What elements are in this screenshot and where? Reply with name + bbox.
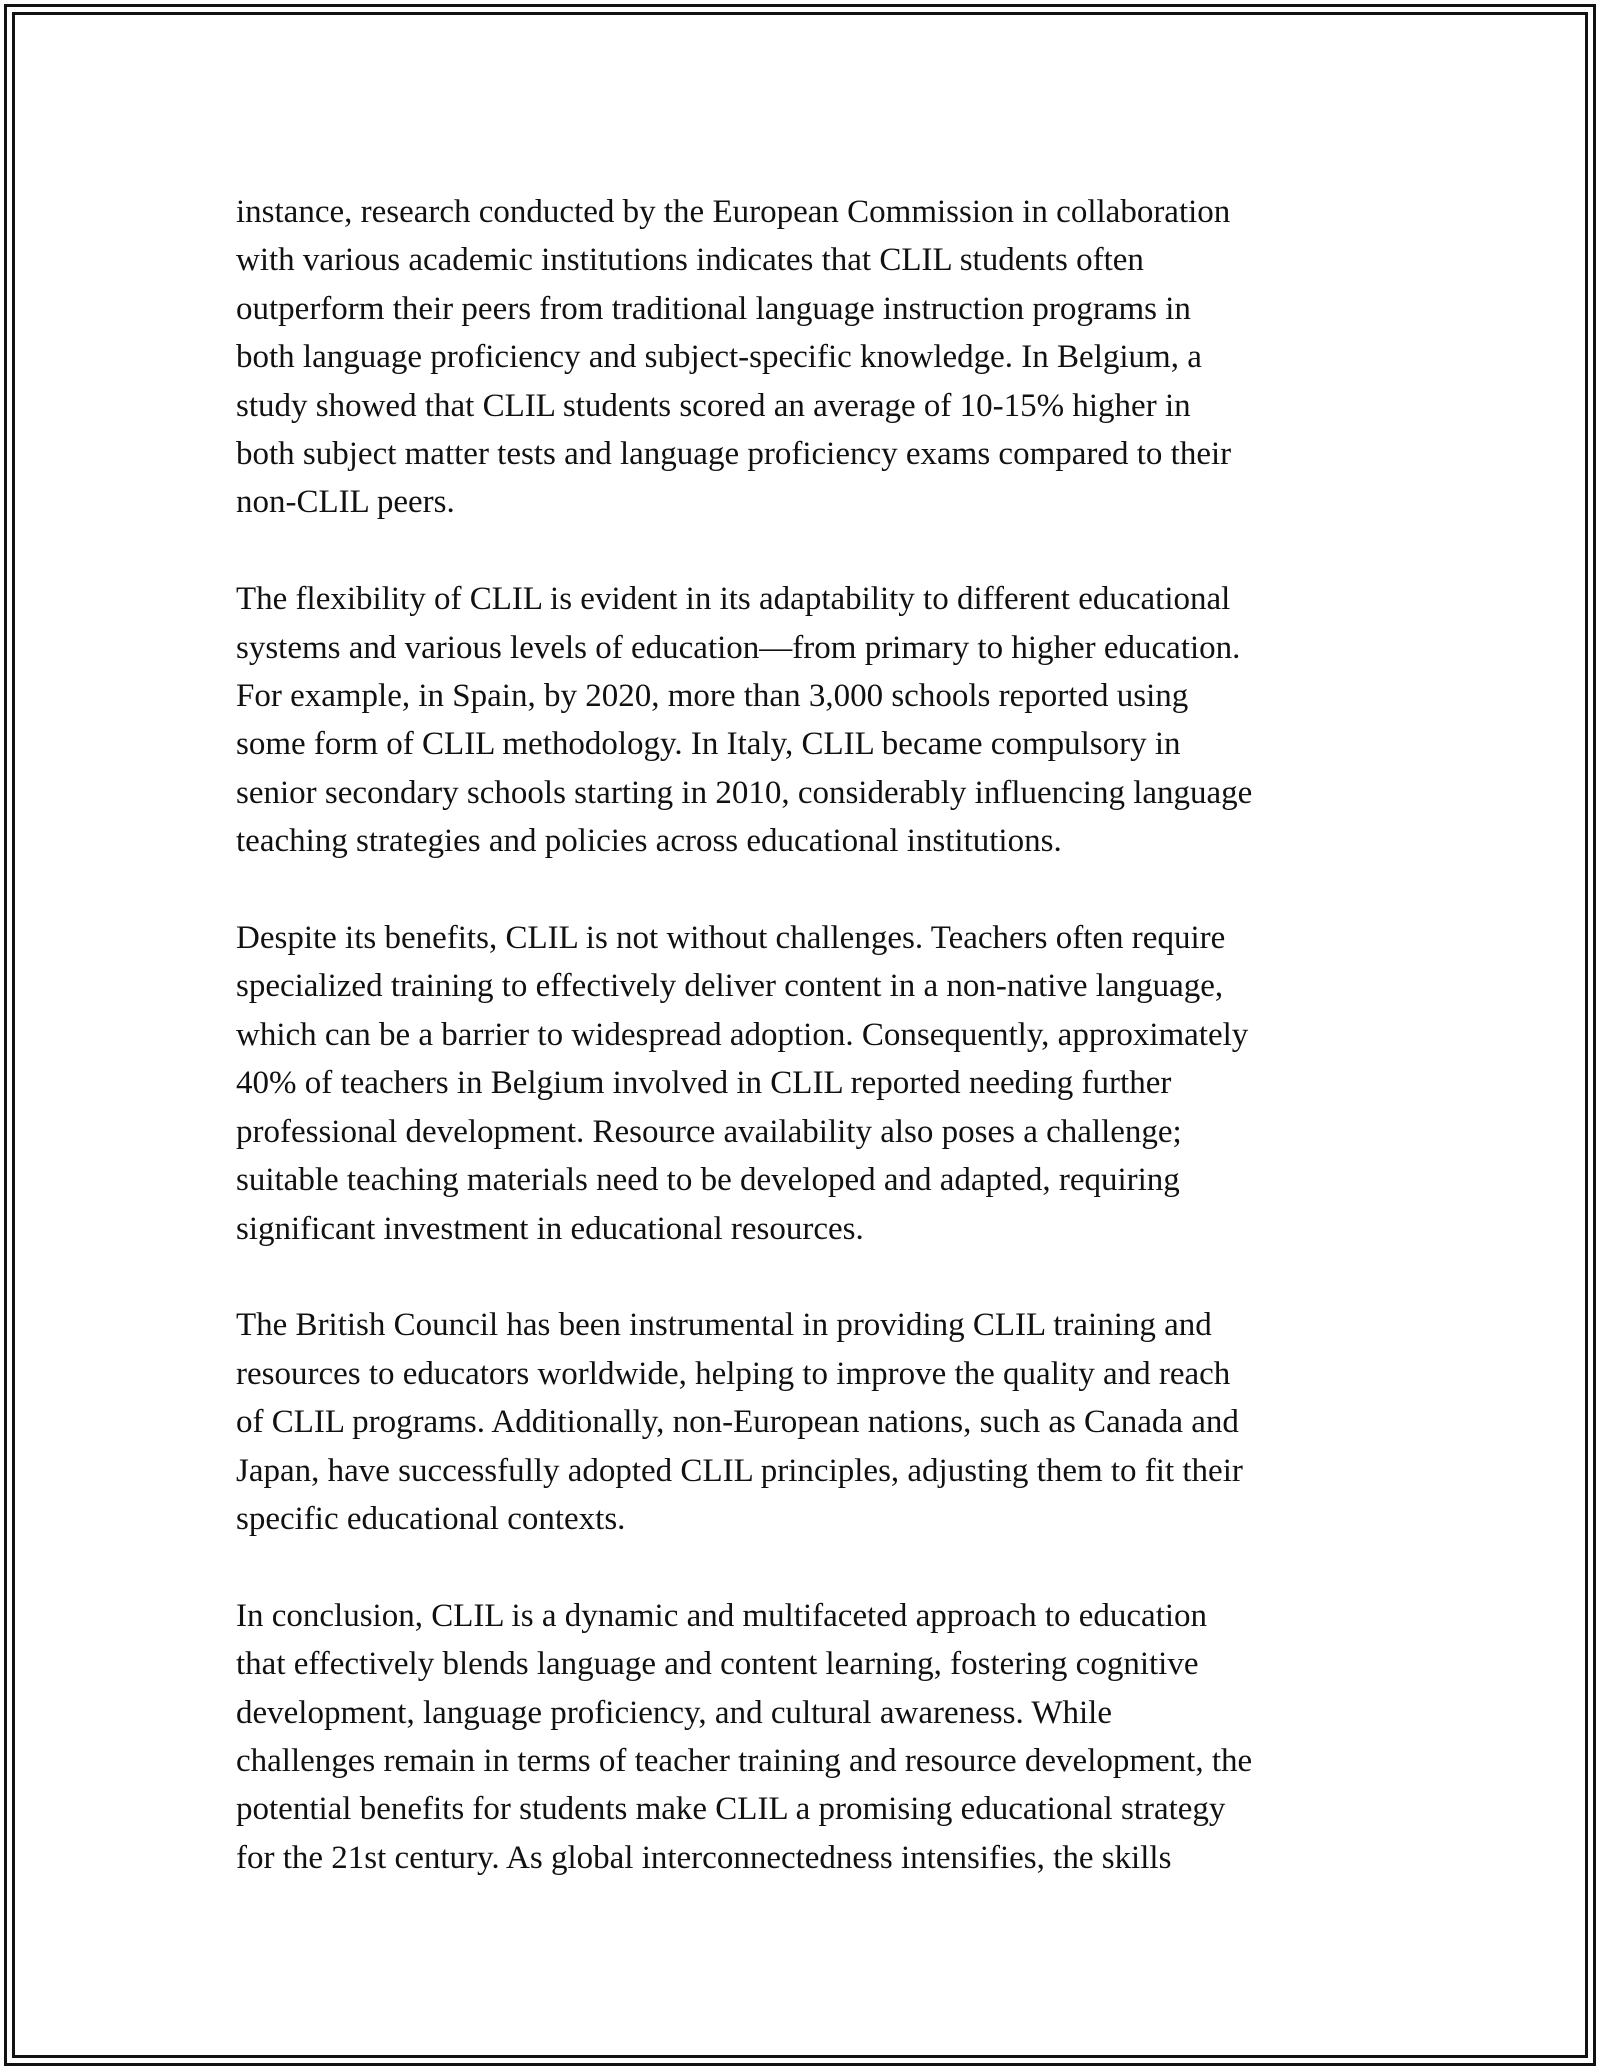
text-line: some form of CLIL methodology. In Italy, CLIL became compulsory in xyxy=(236,726,1181,763)
text-line: outperform their peers from traditional language instruction programs in xyxy=(236,290,1191,327)
document-body xyxy=(236,188,1376,1931)
text-line: Despite its benefits, CLIL is not without challenges. Teachers often require xyxy=(236,920,1226,957)
text-line: professional development. Resource availability also poses a challenge; xyxy=(236,1113,1182,1150)
text-line: resources to educators worldwide, helping to improve the quality and reach xyxy=(236,1355,1231,1392)
paragraph-2 xyxy=(236,575,1376,865)
paragraph-3 xyxy=(236,914,1376,1253)
text-line: non-CLIL peers. xyxy=(236,484,455,521)
text-line: which can be a barrier to widespread adoption. Consequently, approximately xyxy=(236,1016,1249,1053)
text-line: both subject matter tests and language proficiency exams compared to their xyxy=(236,436,1232,473)
paragraph-4 xyxy=(236,1301,1376,1543)
text-line: The British Council has been instrumental in providing CLIL training and xyxy=(236,1307,1212,1344)
text-line: challenges remain in terms of teacher training and resource development, the xyxy=(236,1742,1253,1779)
text-line: study showed that CLIL students scored an average of 10-15% higher in xyxy=(236,387,1191,424)
text-line: Japan, have successfully adopted CLIL principles, adjusting them to fit their xyxy=(236,1452,1243,1489)
text-line: 40% of teachers in Belgium involved in CLIL reported needing further xyxy=(236,1065,1172,1102)
text-line: potential benefits for students make CLIL a promising educational strategy xyxy=(236,1791,1226,1828)
text-line: of CLIL programs. Additionally, non-European nations, such as Canada and xyxy=(236,1404,1239,1441)
text-line: instance, research conducted by the European Commission in collaboration xyxy=(236,194,1231,230)
text-line: systems and various levels of education—from primary to higher education. xyxy=(236,629,1241,666)
text-line: suitable teaching materials need to be developed and adapted, requiring xyxy=(236,1162,1180,1199)
text-line: teaching strategies and policies across educational institutions. xyxy=(236,823,1062,860)
text-line: The flexibility of CLIL is evident in its adaptability to different educational xyxy=(236,581,1231,618)
text-line: senior secondary schools starting in 2010, considerably influencing language xyxy=(236,774,1253,811)
text-line: with various academic institutions indicates that CLIL students often xyxy=(236,242,1144,279)
text-line: specific educational contexts. xyxy=(236,1500,626,1537)
paragraph-5 xyxy=(236,1592,1376,1882)
text-line: both language proficiency and subject-specific knowledge. In Belgium, a xyxy=(236,339,1202,376)
paragraph-1 xyxy=(236,188,1376,527)
text-line: for the 21st century. As global interconnectedness intensifies, the skills xyxy=(236,1839,1172,1876)
text-line: specialized training to effectively deliver content in a non-native language, xyxy=(236,968,1224,1005)
text-line: In conclusion, CLIL is a dynamic and multifaceted approach to education xyxy=(236,1597,1208,1634)
text-line: significant investment in educational resources. xyxy=(236,1210,864,1247)
text-line: For example, in Spain, by 2020, more than 3,000 schools reported using xyxy=(236,678,1189,715)
text-line: that effectively blends language and content learning, fostering cognitive xyxy=(236,1646,1199,1683)
text-line: development, language proficiency, and cultural awareness. While xyxy=(236,1694,1112,1731)
